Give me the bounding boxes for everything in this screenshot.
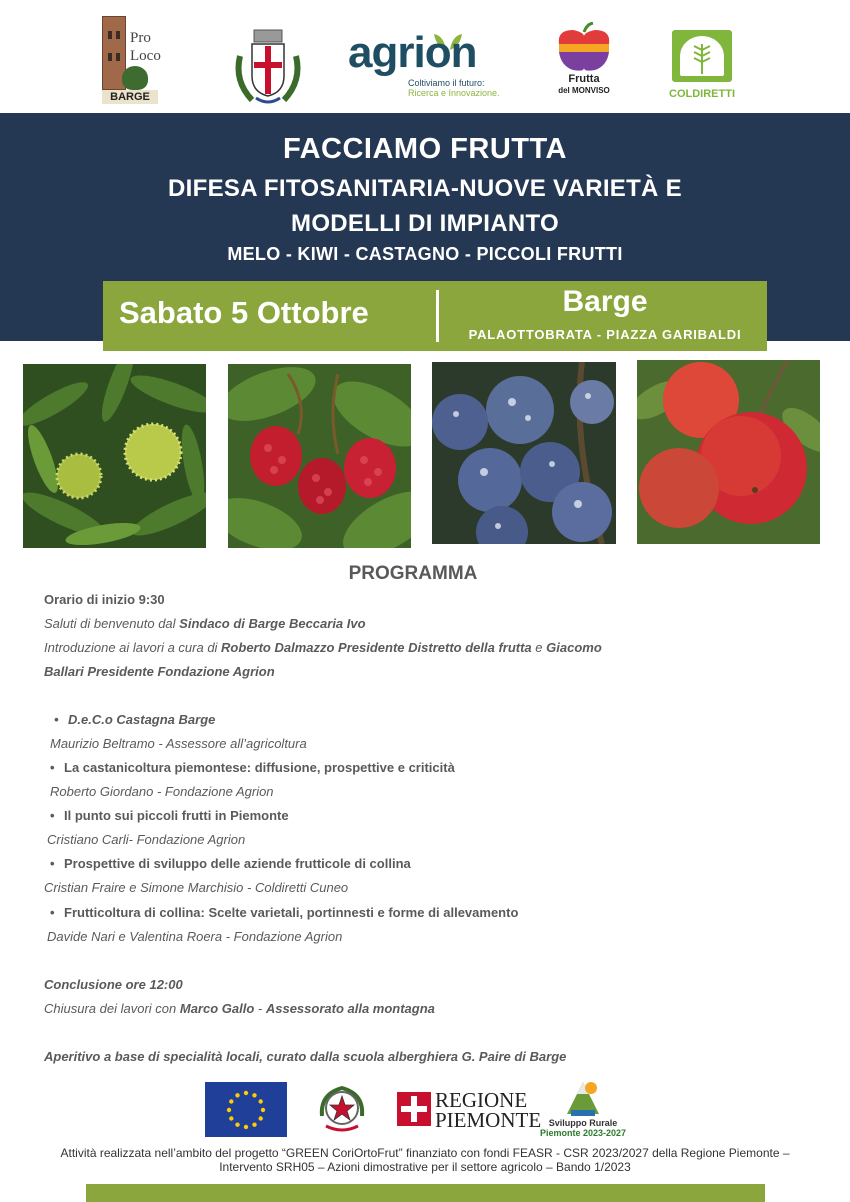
agrion-slogan-2: Ricerca e Innovazione. [408,88,500,98]
apple-icon [553,22,615,74]
closing-role: Assessorato alla montagna [265,1001,435,1016]
tree-icon [122,66,148,90]
event-subtitle-line-2: MODELLI DI IMPIANTO [291,210,559,237]
barge-coat-of-arms-icon [230,26,306,106]
talk-title: • Prospettive di sviluppo delle aziende frutticole di collina [64,856,411,871]
intro-name-2a: Giacomo [546,640,602,655]
frutta-del-monviso-logo [553,22,615,104]
talk-title: • La castanicoltura piemontese: diffusione, prospettive e criticità [64,760,455,775]
closing-sep: - [254,1001,266,1016]
proloco-text-1: Pro [130,30,151,46]
coldiretti-badge [672,30,732,82]
talk-speaker: Cristian Fraire e Simone Marchisio - Coldiretti Cuneo [44,880,349,895]
talk-speaker: Davide Nari e Valentina Roera - Fondazione Agrion [47,929,343,944]
intro-name-2b: Ballari Presidente Fondazione Agrion [44,664,275,679]
proloco-text-2: Loco [130,48,161,64]
talk-speaker: Roberto Giordano - Fondazione Agrion [50,784,274,799]
agrion-slogan-1: Coltiviamo il futuro: [408,78,485,88]
closing-line [44,1001,435,1016]
italian-republic-emblem-icon [314,1080,370,1136]
date-location-bar [103,281,767,351]
piemonte-flag-icon [397,1092,431,1126]
closing-prefix: Chiusura dei lavori con [44,1001,180,1016]
talk-speaker: Cristiano Carli- Fondazione Agrion [47,832,246,847]
sviluppo-text-1: Sviluppo Rurale [548,1118,618,1128]
talk-title: • Il punto sui piccoli frutti in Piemonte [64,808,289,823]
logo-row [0,0,850,113]
apple-photo [637,360,820,544]
funding-note [0,1146,850,1174]
welcome-line [44,616,366,631]
programme-title: PROGRAMMA [348,563,478,584]
monviso-text [553,74,615,96]
intro-line [44,640,602,655]
chestnut-photo [23,364,206,548]
closing-name: Marco Gallo [179,1001,255,1016]
coldiretti-logo [668,30,736,102]
intro-and: e [531,640,547,655]
welcome-name: Sindaco di Barge Beccaria Ivo [179,616,366,631]
regione-text-1: REGIONE [435,1088,528,1112]
proloco-town: BARGE [102,90,158,104]
sviluppo-text-2: Piemonte 2023-2027 [539,1128,627,1138]
intro-name-1: Roberto Dalmazzo Presidente Distretto della frutta [221,640,532,655]
crops-list: MELO - KIWI - CASTAGNO - PICCOLI FRUTTI [227,244,623,264]
funding-note-line-2: Intervento SRH05 – Azioni dimostrative per il settore agricolo – Bando 1/2023 [219,1160,631,1174]
blueberry-photo [432,362,616,544]
coldiretti-text: COLDIRETTI [669,88,735,100]
event-title: FACCIAMO FRUTTA [282,133,568,165]
raspberry-photo [228,364,411,548]
divider [436,290,439,342]
talk-title: • D.e.C.o Castagna Barge [68,712,215,727]
talk-speaker: Maurizio Beltramo - Assessore all’agricoltura [50,736,307,751]
proloco-barge-logo [100,14,160,102]
event-venue: PALAOTTOBRATA - PIAZZA GARIBALDI [468,327,742,342]
event-town: Barge [562,285,648,318]
funding-note-line-1: Attività realizzata nell’ambito del progetto “GREEN CoriOrtoFrut” finanziato con fondi FEASR - CSR 2023/2027 della Regione Piemonte – [60,1146,790,1160]
event-date: Sabato 5 Ottobre [119,295,369,330]
conclusion-time: Conclusione ore 12:00 [44,977,183,992]
wheat-icon [680,36,724,76]
welcome-prefix: Saluti di benvenuto dal [44,616,180,631]
agrion-logo [348,28,504,98]
mountain-icon [531,1074,635,1118]
talk-title: • Frutticoltura di collina: Scelte varietali, portinnesti e forme di allevamento [64,905,518,920]
intro-prefix: Introduzione ai lavori a cura di [44,640,222,655]
event-subtitle-line-1: DIFESA FITOSANITARIA-NUOVE VARIETÀ E [168,175,682,202]
regione-piemonte-logo [397,1088,542,1132]
agrion-wordmark: agrion [348,28,477,77]
bottom-accent-bar [86,1184,765,1202]
regione-text-2: PIEMONTE [435,1108,542,1132]
start-time: Orario di inizio 9:30 [44,592,165,607]
monviso-line-2: del MONVISO [558,86,610,95]
monviso-line-1: Frutta [568,73,600,85]
aperitivo-line: Aperitivo a base di specialità locali, curato dalla scuola alberghiera G. Paire di Barge [44,1049,567,1064]
sviluppo-rurale-logo [531,1074,635,1138]
eu-flag-icon [205,1082,287,1137]
